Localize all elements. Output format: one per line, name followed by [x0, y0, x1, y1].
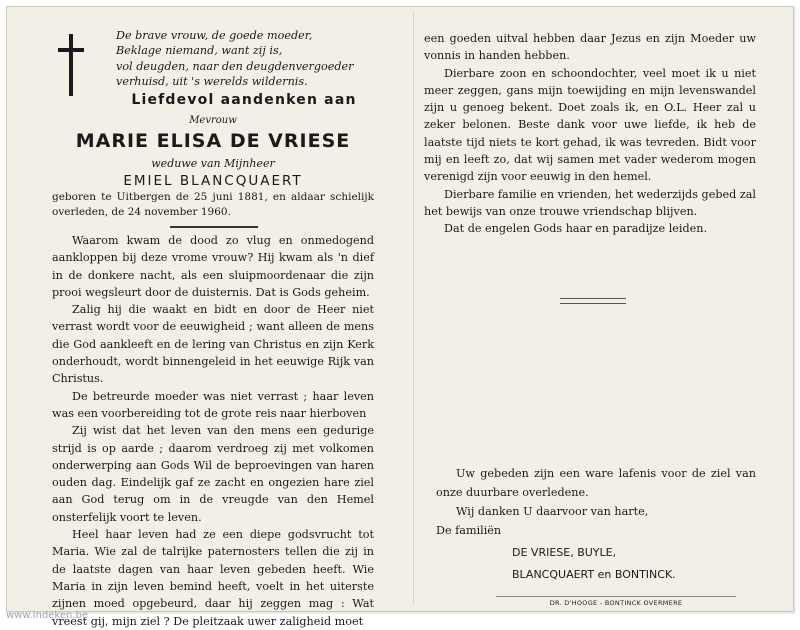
family-line: DE VRIESE, BUYLE,: [512, 546, 617, 559]
right-body: [424, 30, 756, 238]
paragraph: Waarom kwam de dood zo vlug en onmedogend aankloppen bij deze vrome vrouw? Hij kwam als 'n dief in de donkere nacht, als een sluipmoordenaar die zijn prooi wegsleurt door de duisternis. Dat is Gods geheim.: [52, 234, 374, 299]
family-signature: [512, 542, 762, 586]
intro-line: Beklage niemand, want zij is,: [116, 44, 283, 58]
birth-death-text: geboren te Uitbergen de 25 juni 1881, en aldaar schielijk overleden, de 24 november 1960.: [52, 191, 374, 218]
widow-label: weduwe van Mijnheer: [151, 157, 275, 170]
paragraph: De betreurde moeder was niet verrast ; haar leven was een voorbereiding tot de grote reis naar hierboven: [52, 389, 374, 420]
paragraph: Dierbare zoon en schoondochter, veel moet ik u niet meer zeggen, gans mijn toewijding en mijn levenswandel zijn u genoeg bekent. Doet zoals ik, en O.L. Heer zal u zeker belonen. Beste dank voor uwe liefde, ik heb de laatste tijd niets te kort gehad, ik was tevreden. Bidt voor mij en leeft zo, dat wij samen met vader wederom mogen verenigd zijn voor eeuwig in den hemel.: [424, 66, 756, 184]
liefdevol-heading: Liefdevol aandenken aan: [131, 92, 357, 108]
family-line: BLANCQUAERT en BONTINCK.: [512, 568, 676, 581]
thanks-block: [436, 464, 756, 540]
watermark: www.indeken.be: [6, 610, 89, 621]
thanks-line: De familiën: [436, 524, 502, 537]
thanks-line: Uw gebeden zijn een ware lafenis voor de ziel van onze duurbare overledene.: [436, 467, 756, 499]
printer-credit: DR. D'HOOGE - BONTINCK OVERMERE: [496, 596, 736, 607]
intro-line: De brave vrouw, de goede moeder,: [116, 29, 313, 42]
husband-name: EMIEL BLANCQUAERT: [123, 173, 303, 189]
intro-line: vol deugden, naar den deugdenvergoeder: [116, 59, 354, 73]
left-body: [52, 232, 374, 630]
deceased-name: MARIE ELISA DE VRIESE: [75, 130, 351, 152]
cross-icon: [58, 34, 84, 96]
paragraph: Heel haar leven had ze een diepe godsvrucht tot Maria. Wie zal de talrijke paternosters tellen die zij in de laatste dagen van haar leven gebeden heeft. Wie Maria in zijn leven bemind heeft, voelt in het uiterste zijnen moed opgebeurd, daar hij zeggen mag : Wat vreest gij, mijn ziel ? De pleitzaak uwer zaligheid moet: [52, 528, 374, 628]
intro-verse: [116, 28, 356, 90]
paragraph: Zij wist dat het leven van den mens een gedurige strijd is op aarde ; daarom verdroeg zij met volkomen onderwerping aan Gods Wil de beproevingen van haren ouden dag. Eindelijk gaf ze zacht en ongezien hare ziel aan God terug om in de vreugde van den Hemel onsterfelijk voort te leven.: [52, 424, 374, 524]
paragraph: Zalig hij die waakt en bidt en door de Heer niet verrast wordt voor de eeuwigheid ; want alleen de mens die God aankleeft en de lering van Christus en zijn Kerk onderhoudt, wordt binnengeleid in het eeuwige Rijk van Christus.: [52, 303, 374, 386]
intro-line: verhuisd, uit 's werelds wildernis.: [116, 75, 308, 89]
mevrouw-label: Mevrouw: [189, 115, 237, 126]
thanks-line: Wij danken U daarvoor van harte,: [456, 505, 649, 518]
paragraph: een goeden uitval hebben daar Jezus en zijn Moeder uw vonnis in handen hebben.: [424, 32, 756, 63]
divider: [560, 298, 626, 304]
card-fold-line: [413, 12, 414, 604]
paragraph: Dierbare familie en vrienden, het wederzijds gebed zal het bewijs van onze trouwe vriendschap blijven.: [424, 187, 756, 218]
divider: [170, 226, 258, 230]
paragraph: Dat de engelen Gods haar en paradijze leiden.: [444, 222, 708, 236]
